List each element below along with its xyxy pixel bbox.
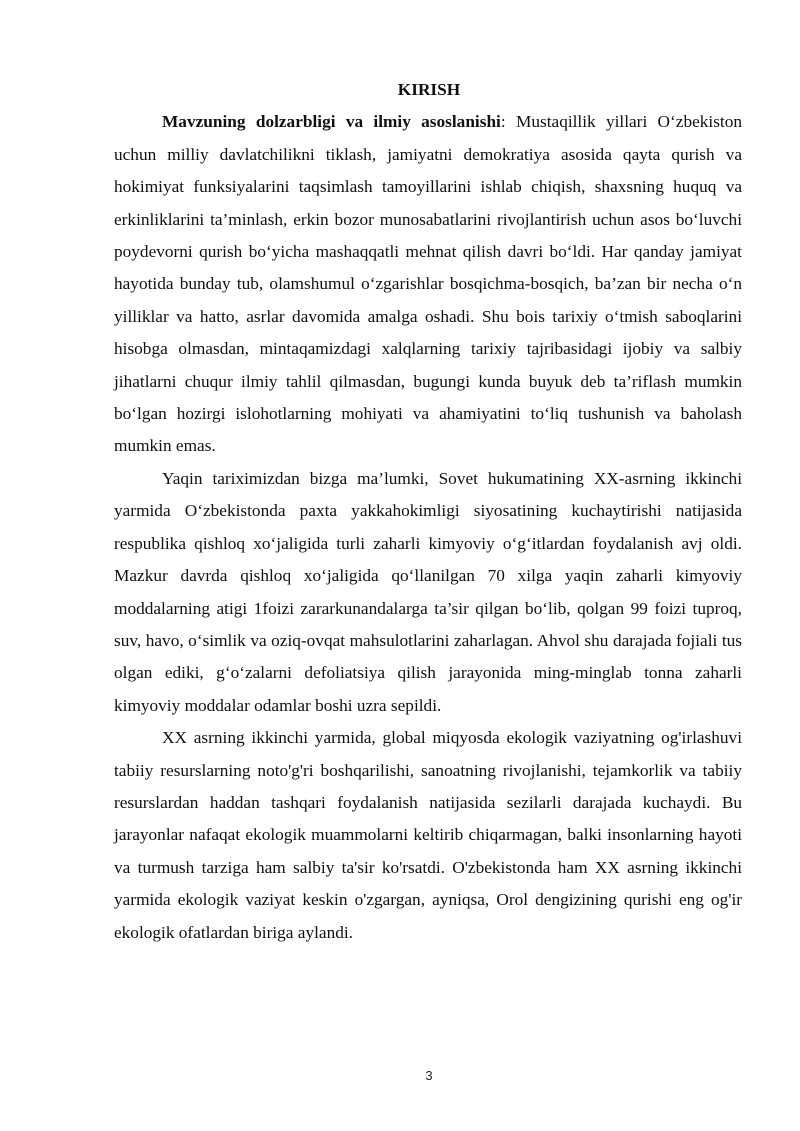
page-number: 3 <box>425 1068 433 1083</box>
paragraph-soviet-period <box>114 463 742 722</box>
paragraph-ecological-situation <box>114 722 742 949</box>
paragraph-body-text: Mustaqillik yillari O‘zbekiston uchun milliy davlatchilikni tiklash, jamiyatni demokratiya asosida qayta qurish va hokimiyat funksiyalarini taqsimlash tamoyillarini ishlab chiqish, shaxsning huquq va erkinliklarini ta’minlash, erkin bozor munosabatlarini rivojlantirish uchun asos bo‘luvchi poydevorni qurish bo‘yicha mashaqqatli mehnat qilish davri bo‘ldi. Har qanday jamiyat hayotida bunday tub, olamshumul o‘zgarishlar bosqichma-bosqich, ba’zan bir necha o‘n yilliklar va hatto, asrlar davomida amalga oshadi. Shu bois tarixiy o‘tmish saboqlarini hisobga olmasdan, mintaqamizdagi xalqlarning tarixiy tajribasidagi ijobiy va salbiy jihatlarni chuqur ilmiy tahlil qilmasdan, bugungi kunda buyuk deb ta’riflash mumkin bo‘lgan hozirgi islohotlarning mohiyati va ahamiyatini to‘liq tushunish va baholash mumkin emas. <box>114 112 743 456</box>
paragraph-body-text: Yaqin tariximizdan bizga ma’lumki, Sovet hukumatining XX-asrning ikkinchi yarmida O‘zbekistonda paxta yakkahokimligi siyosatining kuchaytirishi natijasida respublika qishloq xo‘jaligida turli zaharli kimyoviy o‘g‘itlardan foydalanish avj oldi. Mazkur davrda qishloq xo‘jaligida qo‘llanilgan 70 xilga yaqin zaharli kimyoviy moddalarning atigi 1foizi zararkunandalarga ta’sir qilgan bo‘lib, qolgan 99 foizi tuproq, suv, havo, o‘simlik va oziq-ovqat mahsulotlarini zaharlagan. Ahvol shu darajada fojiali tus olgan ediki, g‘o‘zalarni defoliatsiya qilish jarayonida ming-minglab tonna zaharli kimyoviy moddalar odamlar boshi uzra sepildi. <box>114 468 742 715</box>
page-content <box>114 74 742 949</box>
paragraph-lead-separator: : <box>500 112 516 132</box>
paragraph-body-text: XX asrning ikkinchi yarmida, global miqyosda ekologik vaziyatning og'irlashuvi tabiiy resurslarning noto'g'ri boshqarilishi, sanoatning rivojlanishi, tejamkorlik va tabiiy resurslardan haddan tashqari foydalanish natijasida sezilarli darajada kuchaydi. Bu jarayonlar nafaqat ekologik muammolarni keltirib chiqarmagan, balki insonlarning hayoti va turmush tarziga ham salbiy ta'sir ko'rsatdi. O'zbekistonda ham XX asrning ikkinchi yarmida ekologik vaziyat keskin o'zgargan, ayniqsa, Orol dengizining qurishi eng og'ir ekologik ofatlardan biriga aylandi. <box>114 728 742 942</box>
section-title: KIRISH <box>397 80 461 99</box>
paragraph-introduction <box>114 106 742 462</box>
paragraph-lead-heading: Mavzuning dolzarbligi va ilmiy asoslanishi <box>162 112 501 132</box>
